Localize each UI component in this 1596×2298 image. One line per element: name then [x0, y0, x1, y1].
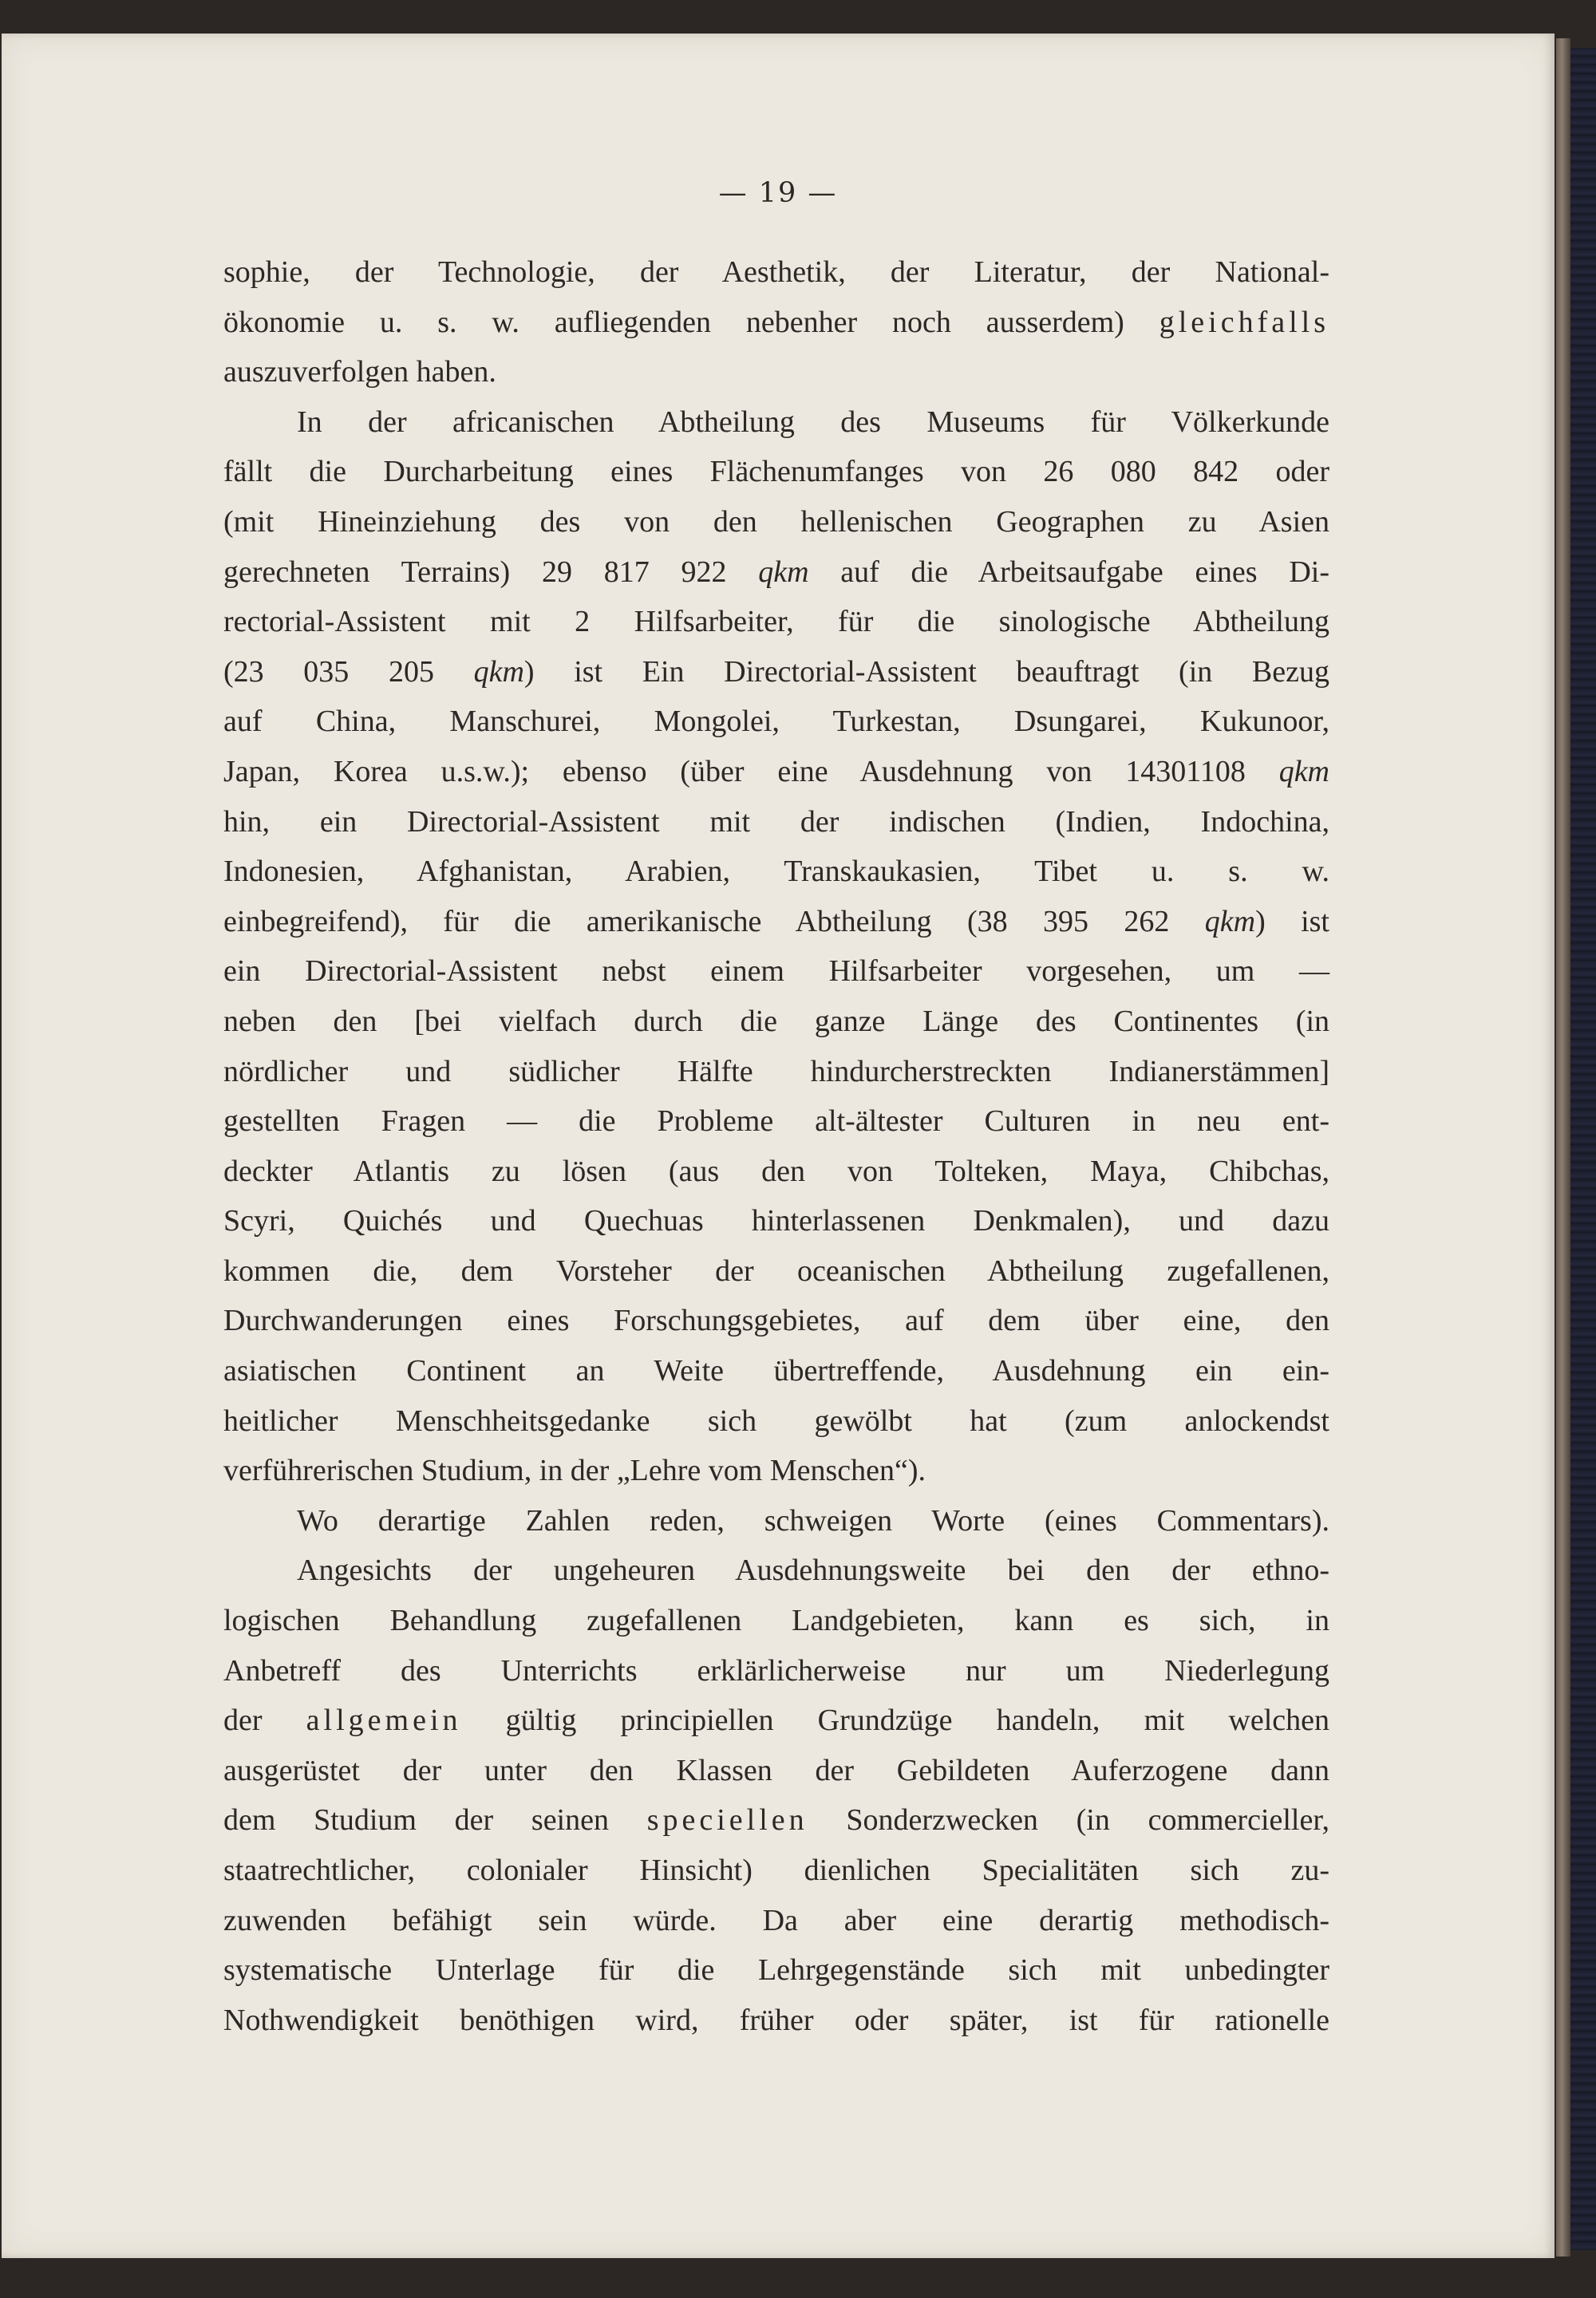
text-line: [223, 1346, 1329, 1396]
text-segment: dem Studium der seinen: [223, 1803, 647, 1838]
text-line: [223, 1795, 1329, 1846]
text-line: [223, 1246, 1329, 1297]
text-line: [223, 847, 1329, 897]
text-segment: ökonomie u. s. w. aufliegenden nebenher noch ausserdem): [223, 305, 1159, 339]
italic-unit: qkm: [1204, 904, 1256, 938]
text-segment: staatrechtlicher, colonialer Hinsicht) dienlichen Specialitäten sich zu-: [223, 1854, 1329, 1887]
text-segment: verführerischen Studium, in der „Lehre vom Menschen“).: [223, 1454, 926, 1488]
text-line: [223, 1646, 1329, 1696]
text-segment: In der africanischen Abtheilung des Museums für Völkerkunde: [297, 405, 1329, 439]
text-segment: ) ist: [1255, 904, 1329, 938]
text-segment: deckter Atlantis zu lösen (aus den von Tolteken, Maya, Chibchas,: [223, 1154, 1329, 1188]
text-segment: auf die Arbeitsaufgabe eines Di-: [808, 555, 1329, 589]
text-line: [223, 347, 1329, 397]
text-line: [223, 747, 1329, 797]
text-segment: Japan, Korea u.s.w.); ebenso (über eine Ausdehnung von 14301108: [223, 754, 1279, 788]
text-segment: Anbetreff des Unterrichts erklärlicherweise nur um Niederlegung: [223, 1653, 1329, 1688]
text-line: [223, 1147, 1329, 1197]
text-segment: Durchwanderungen eines Forschungsgebietes, auf dem über eine, den: [223, 1304, 1329, 1338]
text-segment: logischen Behandlung zugefallenen Landgebieten, kann es sich, in: [223, 1604, 1329, 1638]
text-line: [223, 298, 1329, 348]
text-segment: Wo derartige Zahlen reden, schweigen Worte (eines Commentars).: [297, 1503, 1329, 1538]
spaced-emphasis: speciellen: [646, 1803, 808, 1838]
text-segment: einbegreifend), für die amerikanische Abtheilung (38 395 262: [223, 904, 1205, 938]
text-segment: (23 035 205: [223, 654, 474, 689]
italic-unit: qkm: [1278, 754, 1329, 788]
text-segment: ) ist Ein Directorial-Assistent beauftragt (in Bezug: [523, 654, 1329, 689]
spaced-emphasis: gleichfalls: [1159, 305, 1329, 339]
text-segment: Nothwendigkeit benöthigen wird, früher oder später, ist für rationelle: [223, 2003, 1329, 2037]
text-line: [223, 1047, 1329, 1097]
text-segment: rectorial-Assistent mit 2 Hilfsarbeiter, für die sinologische Abtheilung: [223, 605, 1329, 639]
text-segment: Indonesien, Afghanistan, Arabien, Transkaukasien, Tibet u. s. w.: [223, 855, 1329, 889]
italic-unit: qkm: [473, 654, 524, 689]
book-page: [2, 34, 1555, 2258]
text-segment: kommen die, dem Vorsteher der oceanischen Abtheilung zugefallenen,: [223, 1254, 1329, 1288]
text-line: [223, 897, 1329, 947]
text-segment: gültig principiellen Grundzüge handeln, mit welchen: [461, 1704, 1329, 1738]
text-line: [223, 997, 1329, 1047]
text-line: [223, 597, 1329, 647]
italic-unit: qkm: [758, 555, 809, 589]
text-segment: gerechneten Terrains) 29 817 922: [223, 555, 759, 589]
text-segment: der: [223, 1704, 306, 1738]
text-line: [223, 1096, 1329, 1147]
book-binding: [1570, 48, 1596, 2250]
text-segment: Angesichts der ungeheuren Ausdehnungsweite bei den der ethno-: [297, 1554, 1329, 1588]
text-line: [223, 247, 1329, 298]
page-number: — 19 —: [718, 177, 838, 209]
text-segment: nördlicher und südlicher Hälfte hindurcherstreckten Indianerstämmen]: [223, 1054, 1329, 1088]
body-text: [223, 247, 1329, 2045]
text-segment: sophie, der Technologie, der Aesthetik, der Literatur, der National-: [223, 255, 1329, 289]
text-line: [223, 1196, 1329, 1246]
text-segment: (mit Hineinziehung des von den hellenischen Geographen zu Asien: [223, 504, 1329, 539]
text-segment: zuwenden befähigt sein würde. Da aber eine derartig methodisch-: [223, 1903, 1329, 1937]
text-line: [223, 1446, 1329, 1496]
text-segment: systematische Unterlage für die Lehrgegenstände sich mit unbedingter: [223, 1953, 1329, 1988]
text-line: [223, 1746, 1329, 1796]
text-segment: auszuverfolgen haben.: [223, 355, 496, 389]
text-line: [223, 647, 1329, 697]
text-line: [223, 697, 1329, 747]
text-line: [223, 1896, 1329, 1946]
text-line: [223, 1945, 1329, 1996]
text-segment: heitlicher Menschheitsgedanke sich gewölbt hat (zum anlockendst: [223, 1404, 1329, 1438]
text-line: [223, 946, 1329, 997]
page-edge: [1556, 38, 1570, 2257]
text-line: [223, 1396, 1329, 1447]
text-line: [223, 1996, 1329, 2046]
text-line: [223, 1596, 1329, 1646]
text-line: [223, 1296, 1329, 1346]
text-line: [223, 1546, 1329, 1596]
text-line: [223, 797, 1329, 847]
text-line: [223, 397, 1329, 448]
spaced-emphasis: allgemein: [306, 1704, 462, 1738]
text-segment: gestellten Fragen — die Probleme alt-ältester Culturen in neu ent-: [223, 1104, 1329, 1139]
text-line: [223, 1846, 1329, 1896]
text-segment: asiatischen Continent an Weite übertreffende, Ausdehnung ein ein-: [223, 1354, 1329, 1388]
text-segment: Sonderzwecken (in commercieller,: [808, 1803, 1329, 1838]
text-line: [223, 547, 1329, 598]
text-segment: neben den [bei vielfach durch die ganze Länge des Continentes (in: [223, 1004, 1329, 1038]
text-segment: Scyri, Quichés und Quechuas hinterlassenen Denkmalen), und dazu: [223, 1204, 1329, 1238]
text-segment: auf China, Manschurei, Mongolei, Turkestan, Dsungarei, Kukunoor,: [223, 705, 1329, 739]
text-segment: hin, ein Directorial-Assistent mit der indischen (Indien, Indochina,: [223, 804, 1329, 839]
text-line: [223, 497, 1329, 547]
text-line: [223, 1496, 1329, 1546]
text-segment: fällt die Durcharbeitung eines Flächenumfanges von 26 080 842 oder: [223, 455, 1329, 489]
text-segment: ein Directorial-Assistent nebst einem Hilfsarbeiter vorgesehen, um —: [223, 954, 1329, 989]
text-segment: ausgerüstet der unter den Klassen der Gebildeten Auferzogene dann: [223, 1753, 1329, 1787]
text-line: [223, 1696, 1329, 1746]
text-line: [223, 447, 1329, 497]
